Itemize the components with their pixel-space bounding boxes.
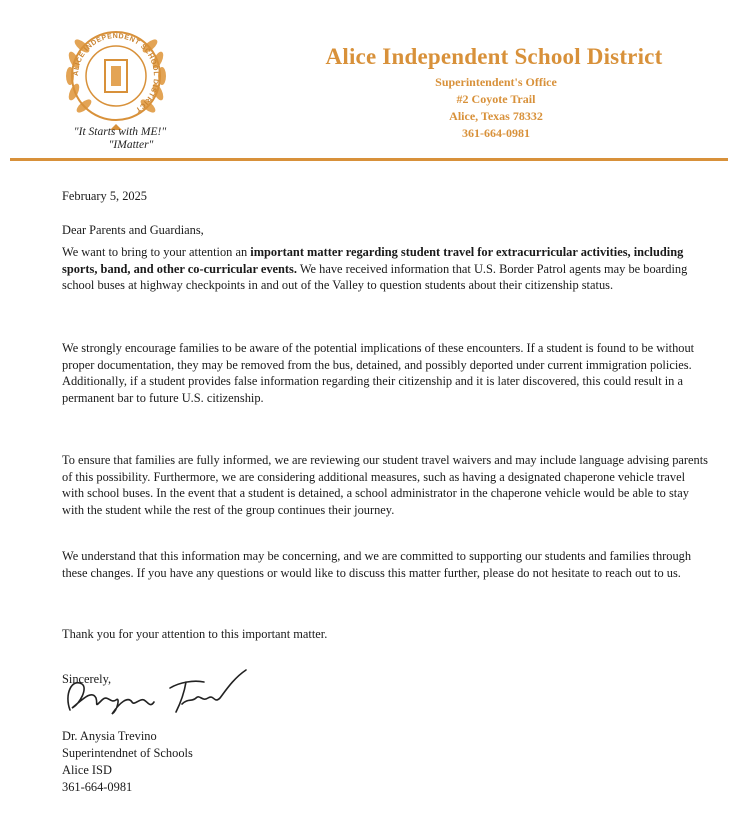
paragraph-3: To ensure that families are fully informed, we are reviewing our student travel waivers and may include language advising parents of this possibility. Furthermore, we are considering additional measures, such as having a designated chaperone vehicle travel with school buses. In the event that a student is detained, a school administrator in the chaperone vehicle would be able to stay with the student while the rest of the group continues their journey. <box>62 453 708 517</box>
signature-block <box>62 728 193 796</box>
motto-block <box>55 126 185 152</box>
district-heading <box>300 44 688 70</box>
motto-line-2: "IMatter" <box>108 139 154 151</box>
office-phone: 361-664-0981 <box>462 126 530 140</box>
signer-organization: Alice ISD <box>62 763 112 777</box>
address-line-2: Alice, Texas 78332 <box>449 109 543 123</box>
signer-name: Dr. Anysia Trevino <box>62 729 157 743</box>
paragraph-1-end: We have received information that U.S. Border Patrol agents may be boarding school buses at highway checkpoints in and out of the Valley to question students about their citizenship status. <box>62 261 688 292</box>
office-address-block <box>386 74 606 142</box>
paragraph-2: We strongly encourage families to be aware of the potential implications of these encounters. If a student is found to be without proper documentation, they may be removed from the bus, detained, and possibly deported under current immigration policies. Additionally, if a student provides false information regarding their citizenship and it is later discovered, this could result in a permanent bar to future U.S. citizenship. <box>62 341 695 405</box>
signer-phone: 361-664-0981 <box>62 780 133 794</box>
letterhead <box>0 0 736 170</box>
paragraph-5: Thank you for your attention to this important matter. <box>62 627 328 641</box>
district-seal-logo <box>60 20 172 132</box>
letter-date: February 5, 2025 <box>62 189 147 204</box>
closing: Sincerely, <box>62 672 112 687</box>
paragraph-1-bold: important matter regarding student travel for extracurricular activities, including sports, band, and other co-curricular events. <box>62 245 684 276</box>
paragraph-1-start: We want to bring to your attention an <box>62 245 251 259</box>
seal-text: ALICE INDEPENDENT SCHOOL DISTRICT <box>72 32 160 114</box>
paragraph-1 <box>62 244 710 294</box>
motto-line-1: "It Starts with ME!" <box>73 126 167 138</box>
office-name: Superintendent's Office <box>435 75 557 89</box>
paragraph-4: We understand that this information may be concerning, and we are committed to supporting our students and families through these changes. If you have any questions or would like to discuss this matter further, please do not hesitate to reach out to us. <box>62 549 692 580</box>
district-name: Alice Independent School District <box>325 44 663 69</box>
address-line-1: #2 Coyote Trail <box>456 92 536 106</box>
signer-title: Superintendnet of Schools <box>62 746 193 760</box>
handwritten-signature <box>58 664 258 724</box>
salutation: Dear Parents and Guardians, <box>62 223 204 238</box>
header-divider <box>10 158 728 161</box>
